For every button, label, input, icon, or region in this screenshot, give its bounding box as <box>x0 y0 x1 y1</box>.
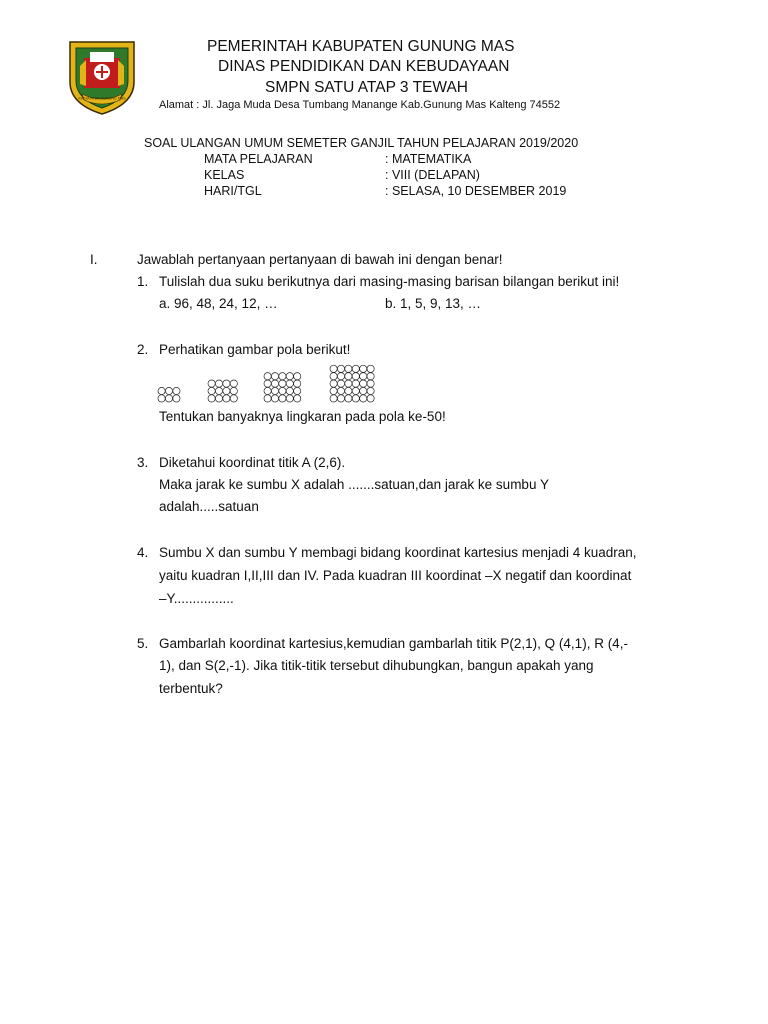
pattern-circle <box>352 395 359 402</box>
pattern-circle <box>230 387 237 394</box>
pattern-figure-2 <box>208 380 237 402</box>
pattern-circle <box>367 387 374 394</box>
pattern-circle <box>165 387 172 394</box>
pattern-circle <box>337 380 344 387</box>
header-line-1: PEMERINTAH KABUPATEN GUNUNG MAS <box>207 38 515 55</box>
pattern-circle <box>345 365 352 372</box>
pattern-circle <box>294 373 301 380</box>
pattern-circle <box>286 395 293 402</box>
pattern-circle <box>352 387 359 394</box>
pattern-circle <box>367 380 374 387</box>
pattern-circle <box>264 373 271 380</box>
question-number: 2. <box>137 342 149 357</box>
pattern-circle <box>367 395 374 402</box>
header-line-2: DINAS PENDIDIKAN DAN KEBUDAYAAN <box>218 58 510 75</box>
pattern-circle <box>337 373 344 380</box>
question-3-line-3: adalah.....satuan <box>159 499 259 514</box>
pattern-circle <box>271 373 278 380</box>
pattern-circle <box>352 365 359 372</box>
question-3-line-2: Maka jarak ke sumbu X adalah .......satuan,dan jarak ke sumbu Y <box>159 477 549 492</box>
pattern-figure-4 <box>330 365 374 402</box>
pattern-circle <box>345 387 352 394</box>
pattern-circle <box>215 395 222 402</box>
question-2-text: Perhatikan gambar pola berikut! <box>159 342 351 357</box>
pattern-circle <box>367 373 374 380</box>
header-line-3: SMPN SATU ATAP 3 TEWAH <box>265 79 468 96</box>
pattern-circle <box>279 373 286 380</box>
question-number: 4. <box>137 545 149 560</box>
pattern-circle <box>173 387 180 394</box>
exam-row-label: MATA PELAJARAN <box>204 152 313 166</box>
pattern-circle <box>360 365 367 372</box>
exam-row-value: : SELASA, 10 DESEMBER 2019 <box>385 184 567 198</box>
pattern-circle <box>223 395 230 402</box>
pattern-circle <box>345 395 352 402</box>
pattern-circle <box>330 365 337 372</box>
pattern-circle <box>345 380 352 387</box>
pattern-circle <box>271 380 278 387</box>
regency-logo <box>66 38 138 116</box>
svg-text:KABUPATEN GUNUNG MAS: KABUPATEN GUNUNG MAS <box>78 96 126 101</box>
exam-row-label: HARI/TGL <box>204 184 262 198</box>
pattern-circle <box>279 387 286 394</box>
pattern-figure-1 <box>158 387 180 402</box>
pattern-circle <box>360 395 367 402</box>
exam-title: SOAL ULANGAN UMUM SEMETER GANJIL TAHUN PELAJARAN 2019/2020 <box>144 136 579 150</box>
question-4-line-2: yaitu kuadran I,II,III dan IV. Pada kuadran III koordinat –X negatif dan koordinat <box>159 568 632 583</box>
section-instruction: Jawablah pertanyaan pertanyaan di bawah ini dengan benar! <box>137 252 503 267</box>
pattern-circle <box>337 365 344 372</box>
pattern-circle <box>173 395 180 402</box>
question-5-line-3: terbentuk? <box>159 681 223 696</box>
pattern-circle <box>279 380 286 387</box>
pattern-circle <box>345 373 352 380</box>
pattern-circle <box>271 395 278 402</box>
pattern-circle <box>330 373 337 380</box>
pattern-circle <box>330 395 337 402</box>
pattern-circle <box>337 387 344 394</box>
question-1-option-b: b. 1, 5, 9, 13, … <box>385 296 482 311</box>
section-numeral: I. <box>90 252 98 267</box>
pattern-circle <box>294 380 301 387</box>
pattern-circle <box>330 387 337 394</box>
pattern-circle <box>264 380 271 387</box>
pattern-circle <box>264 387 271 394</box>
pattern-circle <box>271 387 278 394</box>
pattern-circle <box>286 373 293 380</box>
pattern-circle <box>158 395 165 402</box>
pattern-circle <box>223 387 230 394</box>
pattern-circle <box>286 380 293 387</box>
pattern-circle <box>330 380 337 387</box>
question-number: 1. <box>137 274 149 289</box>
pattern-circle <box>279 395 286 402</box>
pattern-circle <box>352 373 359 380</box>
exam-row-value: : VIII (DELAPAN) <box>385 168 480 182</box>
pattern-circle <box>360 373 367 380</box>
question-5-line-1: Gambarlah koordinat kartesius,kemudian gambarlah titik P(2,1), Q (4,1), R (4,- <box>159 636 628 651</box>
pattern-circle <box>264 395 271 402</box>
pattern-circle <box>215 387 222 394</box>
pattern-circle <box>215 380 222 387</box>
pattern-circle <box>360 380 367 387</box>
pattern-circle <box>208 395 215 402</box>
question-1-option-a: a. 96, 48, 24, 12, … <box>159 296 278 311</box>
pattern-circle <box>367 365 374 372</box>
pattern-circle <box>286 387 293 394</box>
question-2-task: Tentukan banyaknya lingkaran pada pola ke-50! <box>159 409 446 424</box>
circle-pattern-figure <box>150 362 390 406</box>
question-3-line-1: Diketahui koordinat titik A (2,6). <box>159 455 346 470</box>
question-number: 3. <box>137 455 149 470</box>
pattern-figure-3 <box>264 373 301 402</box>
header-address: Alamat : Jl. Jaga Muda Desa Tumbang Manange Kab.Gunung Mas Kalteng 74552 <box>159 99 561 111</box>
pattern-circle <box>294 387 301 394</box>
pattern-circle <box>230 395 237 402</box>
pattern-circle <box>352 380 359 387</box>
exam-row-value: : MATEMATIKA <box>385 152 472 166</box>
pattern-circle <box>158 387 165 394</box>
pattern-circle <box>223 380 230 387</box>
pattern-circle <box>230 380 237 387</box>
pattern-circle <box>208 387 215 394</box>
pattern-circle <box>360 387 367 394</box>
question-4-line-1: Sumbu X dan sumbu Y membagi bidang koordinat kartesius menjadi 4 kuadran, <box>159 545 637 560</box>
pattern-circle <box>165 395 172 402</box>
question-number: 5. <box>137 636 149 651</box>
pattern-circle <box>208 380 215 387</box>
question-4-line-3: –Y................ <box>159 591 234 606</box>
question-1-text: Tulislah dua suku berikutnya dari masing-masing barisan bilangan berikut ini! <box>159 274 620 289</box>
pattern-circle <box>294 395 301 402</box>
exam-row-label: KELAS <box>204 168 245 182</box>
pattern-circle <box>337 395 344 402</box>
question-5-line-2: 1), dan S(2,-1). Jika titik-titik tersebut dihubungkan, bangun apakah yang <box>159 658 594 673</box>
